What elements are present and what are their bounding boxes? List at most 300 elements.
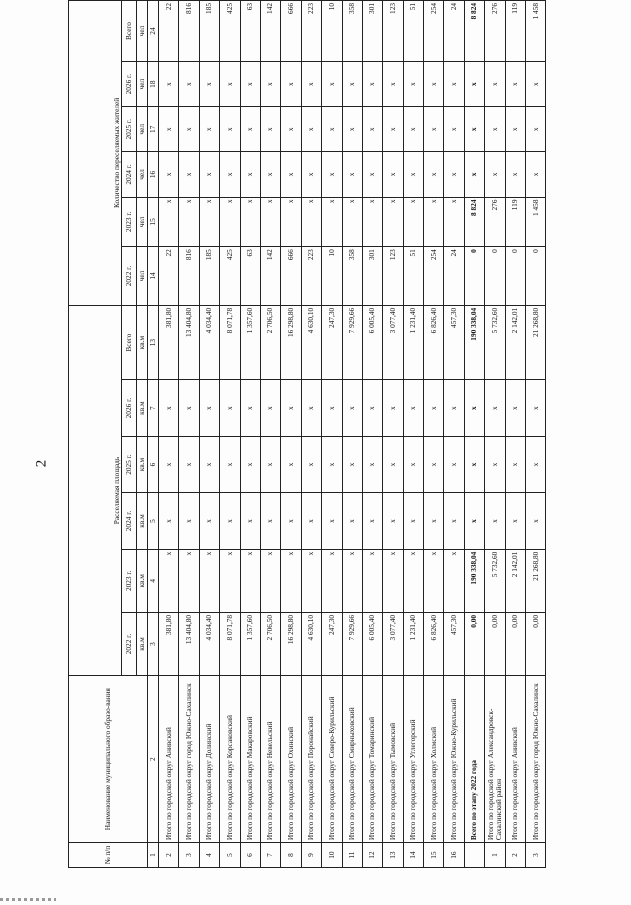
people-2023: x: [281, 197, 301, 247]
area-total: 16 298,80: [281, 305, 301, 380]
area-2025: x: [240, 436, 260, 492]
area-2025: x: [159, 436, 179, 492]
page-number: 2: [33, 459, 50, 468]
people-2025: x: [240, 107, 260, 152]
people-2023: x: [199, 197, 219, 247]
area-total: 3 077,40: [383, 305, 403, 380]
table-row: [403, 1, 423, 868]
people-2022: 0: [464, 247, 484, 306]
area-total: 2 706,50: [260, 305, 280, 380]
municipality-name: Итого по городской округ Макаровский: [240, 676, 260, 843]
people-2025: x: [199, 107, 219, 152]
col-number: 5: [148, 493, 159, 549]
area-total: 4 630,10: [301, 305, 321, 380]
area-2025: x: [444, 436, 464, 492]
table-row: [424, 1, 444, 868]
scan-artifact: [0, 898, 56, 901]
area-2023: x: [220, 549, 240, 612]
header-people-group: Количество переселяемых жителей: [69, 1, 122, 306]
municipality-name: Итого по городской округ Северо-Курильский: [322, 676, 342, 843]
area-2024: x: [383, 493, 403, 549]
people-2026: x: [281, 62, 301, 107]
people-total: 185: [199, 1, 219, 62]
area-total: 7 929,66: [342, 305, 362, 380]
area-2023: x: [240, 549, 260, 612]
area-total: 1 357,60: [240, 305, 260, 380]
area-2022: 1 231,40: [403, 612, 423, 675]
table-row: [260, 1, 280, 868]
area-2025: x: [260, 436, 280, 492]
people-2023: x: [424, 197, 444, 247]
people-total: 51: [403, 1, 423, 62]
people-2022: 358: [342, 247, 362, 306]
area-2026: x: [464, 380, 484, 436]
area-total: 4 034,40: [199, 305, 219, 380]
area-2026: x: [301, 380, 321, 436]
table-row: [505, 1, 525, 868]
area-2025: x: [362, 436, 382, 492]
table-row: [301, 1, 321, 868]
people-2025: x: [526, 107, 546, 152]
area-2024: x: [362, 493, 382, 549]
table-row: [485, 1, 505, 868]
area-2023: x: [444, 549, 464, 612]
unit-people: чел: [137, 197, 148, 247]
people-2025: x: [179, 107, 199, 152]
header-area-2022: 2022 г.: [122, 612, 137, 675]
area-total: 381,80: [159, 305, 179, 380]
table-row: [159, 1, 179, 868]
people-total: 425: [220, 1, 240, 62]
people-2026: x: [199, 62, 219, 107]
row-number: 12: [362, 843, 382, 868]
area-2024: x: [301, 493, 321, 549]
area-2025: x: [199, 436, 219, 492]
unit-people: чел: [137, 1, 148, 62]
area-total: 5 732,60: [485, 305, 505, 380]
row-number: 2: [159, 843, 179, 868]
header-area-2023: 2023 г.: [122, 549, 137, 612]
people-total: 1 458: [526, 1, 546, 62]
people-2022: 24: [444, 247, 464, 306]
header-people-2023: 2023 г.: [122, 197, 137, 247]
area-2023: x: [383, 549, 403, 612]
col-number: 13: [148, 305, 159, 380]
table-row: [383, 1, 403, 868]
people-2025: x: [424, 107, 444, 152]
people-2026: x: [362, 62, 382, 107]
municipality-name: Итого по городской округ Углегорский: [403, 676, 423, 843]
area-2022: 3 077,40: [383, 612, 403, 675]
area-2026: x: [403, 380, 423, 436]
header-area-2024: 2024 г.: [122, 493, 137, 549]
area-2022: 0,00: [485, 612, 505, 675]
people-2024: x: [260, 152, 280, 197]
area-2022: 7 929,66: [342, 612, 362, 675]
people-2024: x: [485, 152, 505, 197]
people-2024: x: [464, 152, 484, 197]
row-number: 3: [526, 843, 546, 868]
people-2024: x: [403, 152, 423, 197]
people-2026: x: [526, 62, 546, 107]
people-total: 119: [505, 1, 525, 62]
row-number: 15: [424, 843, 444, 868]
col-number: 7: [148, 380, 159, 436]
area-2024: x: [260, 493, 280, 549]
people-total: 63: [240, 1, 260, 62]
row-number: 7: [260, 843, 280, 868]
row-number: [464, 843, 484, 868]
people-total: 816: [179, 1, 199, 62]
area-2026: x: [362, 380, 382, 436]
people-2024: x: [159, 152, 179, 197]
municipality-name: Итого по городской округ Анивский: [505, 676, 525, 843]
people-2024: x: [179, 152, 199, 197]
people-2025: x: [362, 107, 382, 152]
area-2026: x: [199, 380, 219, 436]
area-total: 6 826,40: [424, 305, 444, 380]
area-2022: 16 298,80: [281, 612, 301, 675]
area-2026: x: [281, 380, 301, 436]
people-2022: 22: [159, 247, 179, 306]
row-number: 8: [281, 843, 301, 868]
area-2026: x: [342, 380, 362, 436]
header-area-total: Всего: [122, 305, 137, 380]
unit-area: кв.м: [137, 493, 148, 549]
area-2023: x: [342, 549, 362, 612]
area-2025: x: [403, 436, 423, 492]
people-total: 276: [485, 1, 505, 62]
header-people-2022: 2022 г.: [122, 247, 137, 306]
area-2026: x: [220, 380, 240, 436]
people-2026: x: [383, 62, 403, 107]
area-2026: x: [240, 380, 260, 436]
people-total: 301: [362, 1, 382, 62]
header-row-groups: [69, 1, 122, 868]
table-row: [199, 1, 219, 868]
people-2023: x: [240, 197, 260, 247]
area-2022: 0,00: [526, 612, 546, 675]
people-2023: x: [260, 197, 280, 247]
table-total-row: [464, 1, 484, 868]
area-total: 1 231,40: [403, 305, 423, 380]
people-2022: 223: [301, 247, 321, 306]
unit-area: кв.м: [137, 305, 148, 380]
people-2025: x: [281, 107, 301, 152]
municipality-name: Итого по городской округ город Южно-Сахалинск: [526, 676, 546, 843]
municipality-name: Итого по городской округ Южно-Курильский: [444, 676, 464, 843]
people-2026: x: [403, 62, 423, 107]
area-2024: x: [342, 493, 362, 549]
people-2025: x: [220, 107, 240, 152]
area-2026: x: [444, 380, 464, 436]
header-people-2024: 2024 г.: [122, 152, 137, 197]
table-row: [240, 1, 260, 868]
unit-people: чел: [137, 107, 148, 152]
people-total: 10: [322, 1, 342, 62]
table-row: [281, 1, 301, 868]
col-number: 1: [148, 843, 159, 868]
area-2022: 4 034,40: [199, 612, 219, 675]
area-2025: x: [464, 436, 484, 492]
table-row: [342, 1, 362, 868]
people-2026: x: [260, 62, 280, 107]
people-2025: x: [260, 107, 280, 152]
people-2025: x: [301, 107, 321, 152]
unit-area: кв.м: [137, 380, 148, 436]
unit-people: чел: [137, 152, 148, 197]
municipality-name: Итого по городской округ Александровск-Сахалинский район: [485, 676, 505, 843]
col-number: 18: [148, 62, 159, 107]
people-2025: x: [444, 107, 464, 152]
area-2023: x: [199, 549, 219, 612]
area-2024: x: [526, 493, 546, 549]
people-2024: x: [505, 152, 525, 197]
people-2025: x: [159, 107, 179, 152]
people-2022: 142: [260, 247, 280, 306]
area-2022: 0,00: [464, 612, 484, 675]
people-2023: x: [403, 197, 423, 247]
area-2023: x: [260, 549, 280, 612]
people-2022: 51: [403, 247, 423, 306]
people-2024: x: [444, 152, 464, 197]
people-2024: x: [301, 152, 321, 197]
area-2025: x: [281, 436, 301, 492]
people-2026: x: [342, 62, 362, 107]
people-2023: x: [383, 197, 403, 247]
area-total: 190 338,04: [464, 305, 484, 380]
people-2025: x: [464, 107, 484, 152]
people-2026: x: [179, 62, 199, 107]
area-2024: x: [505, 493, 525, 549]
area-2025: x: [322, 436, 342, 492]
people-2022: 185: [199, 247, 219, 306]
header-area-group: Расселяемая площадь: [69, 305, 122, 675]
area-2022: 13 404,80: [179, 612, 199, 675]
people-2026: x: [464, 62, 484, 107]
table-row: [220, 1, 240, 868]
area-total: 6 005,40: [362, 305, 382, 380]
people-2024: x: [383, 152, 403, 197]
area-2024: x: [199, 493, 219, 549]
municipality-name: Итого по городской округ Смирныховский: [342, 676, 362, 843]
area-2023: 2 142,01: [505, 549, 525, 612]
people-2024: x: [526, 152, 546, 197]
area-2026: x: [505, 380, 525, 436]
area-2025: x: [342, 436, 362, 492]
people-2026: x: [505, 62, 525, 107]
area-total: 21 268,80: [526, 305, 546, 380]
people-2024: x: [240, 152, 260, 197]
unit-people: чел: [137, 247, 148, 306]
area-2024: x: [322, 493, 342, 549]
area-2023: x: [281, 549, 301, 612]
municipality-name: Итого по городской округ Тымовский: [383, 676, 403, 843]
row-number: 1: [485, 843, 505, 868]
unit-area: кв.м: [137, 436, 148, 492]
people-2022: 63: [240, 247, 260, 306]
area-2023: x: [362, 549, 382, 612]
col-number: 2: [148, 676, 159, 843]
people-2022: 0: [485, 247, 505, 306]
area-2026: x: [424, 380, 444, 436]
area-2026: x: [526, 380, 546, 436]
unit-people: чел: [137, 62, 148, 107]
area-2025: x: [301, 436, 321, 492]
header-area-2025: 2025 г.: [122, 436, 137, 492]
header-people-2026: 2026 г.: [122, 62, 137, 107]
area-2022: 4 630,10: [301, 612, 321, 675]
row-number: 14: [403, 843, 423, 868]
people-2026: x: [444, 62, 464, 107]
area-2022: 1 357,60: [240, 612, 260, 675]
header-people-total: Всего: [122, 1, 137, 62]
people-2024: x: [362, 152, 382, 197]
col-number: 16: [148, 152, 159, 197]
people-2025: x: [403, 107, 423, 152]
people-2023: x: [362, 197, 382, 247]
area-2024: x: [403, 493, 423, 549]
people-2025: x: [342, 107, 362, 152]
row-number: 10: [322, 843, 342, 868]
area-2024: x: [220, 493, 240, 549]
municipality-name: Итого по городской округ Томаринский: [362, 676, 382, 843]
people-2024: x: [322, 152, 342, 197]
people-2023: 1 458: [526, 197, 546, 247]
people-2024: x: [424, 152, 444, 197]
row-number: 6: [240, 843, 260, 868]
rotated-table-container: [68, 0, 558, 868]
resettlement-table: [68, 0, 546, 868]
people-total: 8 824: [464, 1, 484, 62]
people-2024: x: [220, 152, 240, 197]
area-2026: x: [383, 380, 403, 436]
people-total: 24: [444, 1, 464, 62]
municipality-name: Итого по городской округ Корсаковский: [220, 676, 240, 843]
row-number: 11: [342, 843, 362, 868]
row-number: 9: [301, 843, 321, 868]
people-2022: 254: [424, 247, 444, 306]
area-2024: x: [159, 493, 179, 549]
people-2023: x: [220, 197, 240, 247]
table-row: [179, 1, 199, 868]
people-2022: 816: [179, 247, 199, 306]
table-row: [526, 1, 546, 868]
people-2026: x: [424, 62, 444, 107]
people-2022: 666: [281, 247, 301, 306]
people-2023: 8 824: [464, 197, 484, 247]
people-2023: 119: [505, 197, 525, 247]
row-number: 3: [179, 843, 199, 868]
municipality-name: Итого по городской округ Поронайский: [301, 676, 321, 843]
area-2025: x: [383, 436, 403, 492]
col-number: 14: [148, 247, 159, 306]
area-2025: x: [526, 436, 546, 492]
area-2026: x: [322, 380, 342, 436]
people-total: 142: [260, 1, 280, 62]
area-2023: x: [301, 549, 321, 612]
row-number: 5: [220, 843, 240, 868]
col-number: 15: [148, 197, 159, 247]
table-row: [444, 1, 464, 868]
area-2026: x: [179, 380, 199, 436]
area-2024: x: [179, 493, 199, 549]
people-2022: 301: [362, 247, 382, 306]
area-2023: 21 268,80: [526, 549, 546, 612]
area-2024: x: [424, 493, 444, 549]
area-total: 457,30: [444, 305, 464, 380]
people-2026: x: [240, 62, 260, 107]
area-2022: 247,30: [322, 612, 342, 675]
area-2025: x: [424, 436, 444, 492]
people-total: 358: [342, 1, 362, 62]
area-2022: 457,30: [444, 612, 464, 675]
people-2023: x: [342, 197, 362, 247]
header-row-column-numbers: [148, 1, 159, 868]
area-2025: x: [220, 436, 240, 492]
area-2026: x: [485, 380, 505, 436]
area-2024: x: [240, 493, 260, 549]
unit-area: кв.м: [137, 549, 148, 612]
municipality-name: Итого по городской округ город Южно-Сахалинск: [179, 676, 199, 843]
people-2024: x: [281, 152, 301, 197]
people-2022: 123: [383, 247, 403, 306]
area-2022: 8 071,78: [220, 612, 240, 675]
people-2022: 0: [526, 247, 546, 306]
people-2023: x: [301, 197, 321, 247]
people-total: 22: [159, 1, 179, 62]
people-2023: x: [159, 197, 179, 247]
people-total: 123: [383, 1, 403, 62]
area-2024: x: [464, 493, 484, 549]
area-2023: x: [424, 549, 444, 612]
municipality-name: Итого по городской округ Анивский: [159, 676, 179, 843]
col-number: 4: [148, 549, 159, 612]
area-total: 8 071,78: [220, 305, 240, 380]
row-number: 4: [199, 843, 219, 868]
area-2023: 5 732,60: [485, 549, 505, 612]
col-number: 6: [148, 436, 159, 492]
header-area-2026: 2026 г.: [122, 380, 137, 436]
people-2023: x: [322, 197, 342, 247]
table-row: [322, 1, 342, 868]
area-2025: x: [505, 436, 525, 492]
header-municipality: Наименование муниципального образо-вания: [69, 676, 148, 843]
people-2026: x: [159, 62, 179, 107]
people-2026: x: [322, 62, 342, 107]
people-2026: x: [301, 62, 321, 107]
area-2026: x: [159, 380, 179, 436]
area-total: 247,30: [322, 305, 342, 380]
area-2022: 6 826,40: [424, 612, 444, 675]
area-2023: x: [159, 549, 179, 612]
unit-area: кв.м: [137, 612, 148, 675]
area-total: 13 404,80: [179, 305, 199, 380]
people-total: 666: [281, 1, 301, 62]
people-2026: x: [220, 62, 240, 107]
area-2024: x: [281, 493, 301, 549]
row-number: 16: [444, 843, 464, 868]
header-no: № п/п: [69, 843, 148, 868]
row-number: 13: [383, 843, 403, 868]
municipality-name: Итого по городской округ Охинский: [281, 676, 301, 843]
people-2022: 425: [220, 247, 240, 306]
area-2022: 2 706,50: [260, 612, 280, 675]
area-2022: 6 005,40: [362, 612, 382, 675]
people-2023: x: [444, 197, 464, 247]
area-2023: x: [179, 549, 199, 612]
people-2025: x: [505, 107, 525, 152]
